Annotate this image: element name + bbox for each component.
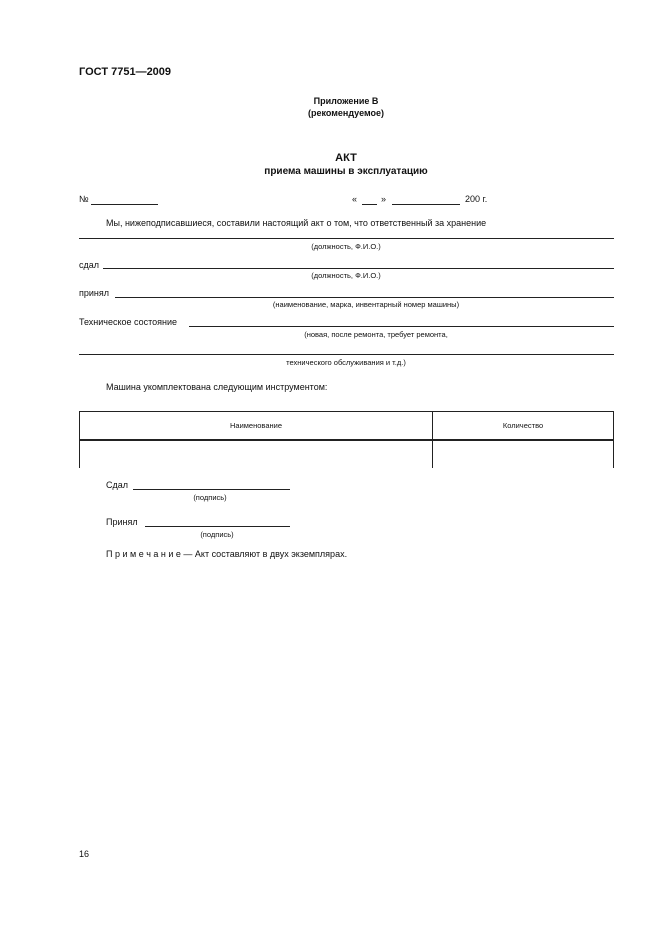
month-blank <box>392 204 460 205</box>
table-cell-quantity <box>433 440 614 468</box>
page-number: 16 <box>79 849 90 859</box>
date-quote-open: « <box>352 194 358 204</box>
appendix-title: Приложение В <box>313 96 379 106</box>
signature-accepted-blank <box>145 526 290 527</box>
responsible-blank <box>79 238 614 239</box>
date-quote-close: » <box>381 194 387 204</box>
caption-position-1: (должность, Ф.И.О.) <box>311 242 381 251</box>
column-header-name: Наименование <box>80 412 433 441</box>
note-text: Акт составляют в двух экземплярах. <box>194 549 348 559</box>
caption-machine: (наименование, марка, инвентарный номер машины) <box>272 300 460 309</box>
handed-blank <box>103 268 614 269</box>
signature-accepted-label: Принял <box>106 517 138 527</box>
accepted-blank <box>115 297 614 298</box>
intro-text: Мы, нижеподписавшиеся, составили настоящий акт о том, что ответственный за хранение <box>106 218 487 228</box>
day-blank <box>362 204 377 205</box>
caption-position-2: (должность, Ф.И.О.) <box>311 271 381 280</box>
signature-handed-label: Сдал <box>106 480 129 490</box>
table-row <box>80 440 614 468</box>
standard-code: ГОСТ 7751—2009 <box>79 66 172 78</box>
appendix-note: (рекомендуемое) <box>308 108 384 118</box>
table-header-row <box>80 412 614 441</box>
column-header-quantity: Количество <box>433 412 614 441</box>
caption-condition-2: технического обслуживания и т.д.) <box>286 358 406 367</box>
tools-intro: Машина укомплектована следующим инструментом: <box>106 382 328 392</box>
note <box>106 549 347 559</box>
year-label: 200 г. <box>465 194 488 204</box>
accepted-label: принял <box>79 288 110 298</box>
condition-blank <box>189 326 614 327</box>
condition-label: Техническое состояние <box>79 317 178 327</box>
act-title: АКТ <box>335 152 357 164</box>
condition-blank-2 <box>79 354 614 355</box>
signature-handed-blank <box>133 489 290 490</box>
tools-table <box>79 411 614 468</box>
number-label: № <box>79 194 89 204</box>
table-cell-name <box>80 440 433 468</box>
act-subtitle: приема машины в эксплуатацию <box>264 166 428 177</box>
number-blank <box>91 204 158 205</box>
handed-label: сдал <box>79 260 100 270</box>
signature-accepted-caption: (подпись) <box>200 530 234 539</box>
note-label: П р и м е ч а н и е — <box>106 549 193 559</box>
caption-condition-1: (новая, после ремонта, требует ремонта, <box>304 330 448 339</box>
signature-handed-caption: (подпись) <box>193 493 227 502</box>
